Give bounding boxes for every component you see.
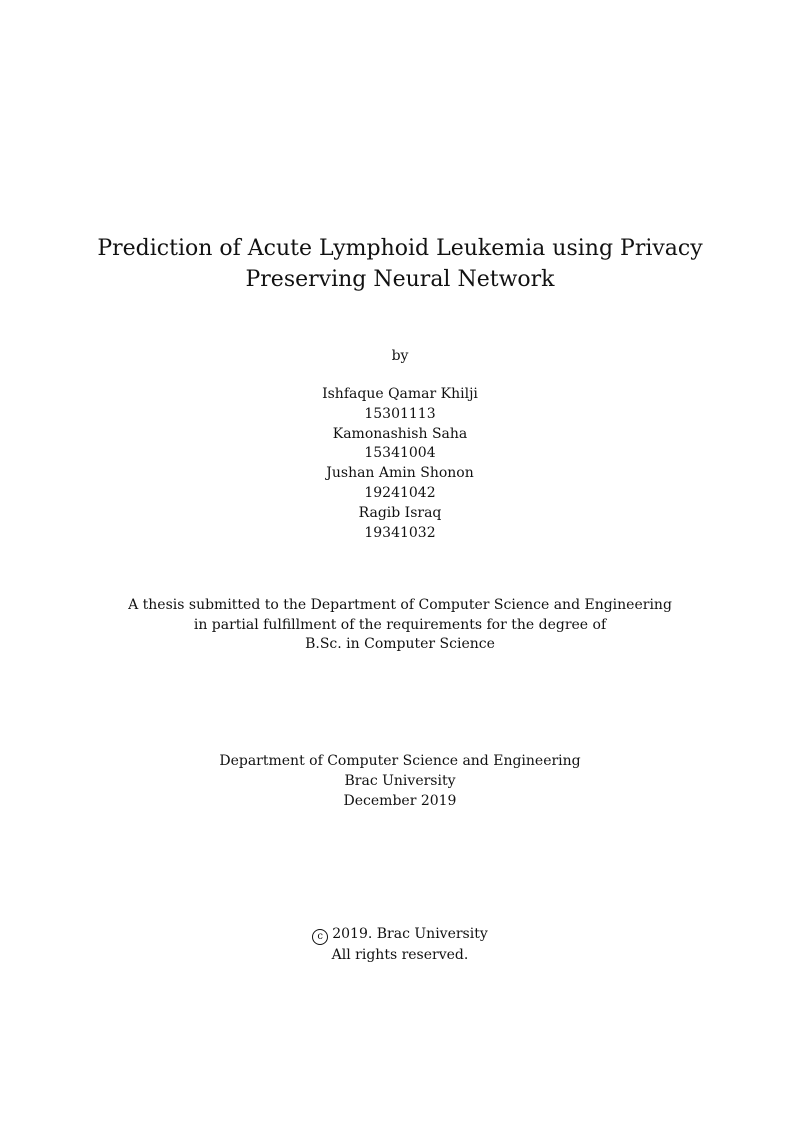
- author-student-id: 19241042: [364, 484, 436, 501]
- department-name: Department of Computer Science and Engineering: [219, 753, 581, 769]
- thesis-title: [0, 233, 800, 295]
- author-student-id: 15341004: [364, 445, 436, 462]
- by-label: by: [391, 348, 409, 364]
- copyright-line-1: [0, 924, 800, 945]
- author-name: Jushan Amin Shonon: [326, 465, 474, 482]
- author-name: Ishfaque Qamar Khilji: [322, 386, 478, 402]
- author-name: Ragib Israq: [358, 504, 442, 521]
- submission-line-1: A thesis submitted to the Department of Computer Science and Engineering: [128, 597, 672, 613]
- submission-statement: [0, 596, 800, 655]
- author-student-id: 19341032: [364, 524, 436, 541]
- copyright-notice: [0, 924, 800, 965]
- affiliation: [0, 751, 800, 811]
- author-list: [0, 385, 800, 543]
- author-name: Kamonashish Saha: [332, 425, 468, 442]
- degree-name: B.Sc. in Computer Science: [305, 636, 495, 652]
- rights-reserved: All rights reserved.: [331, 947, 469, 963]
- copyright-text: 2019. Brac University: [332, 926, 488, 942]
- university-name: Brac University: [344, 773, 456, 789]
- submission-line-2: in partial fulfillment of the requirements for the degree of: [193, 616, 607, 633]
- thesis-title-line-1: Prediction of Acute Lymphoid Leukemia using Privacy: [97, 236, 703, 261]
- copyright-icon: c: [312, 929, 328, 945]
- thesis-title-line-2: Preserving Neural Network: [245, 267, 555, 292]
- submission-date: December 2019: [343, 793, 457, 809]
- author-student-id: 15301113: [364, 405, 436, 422]
